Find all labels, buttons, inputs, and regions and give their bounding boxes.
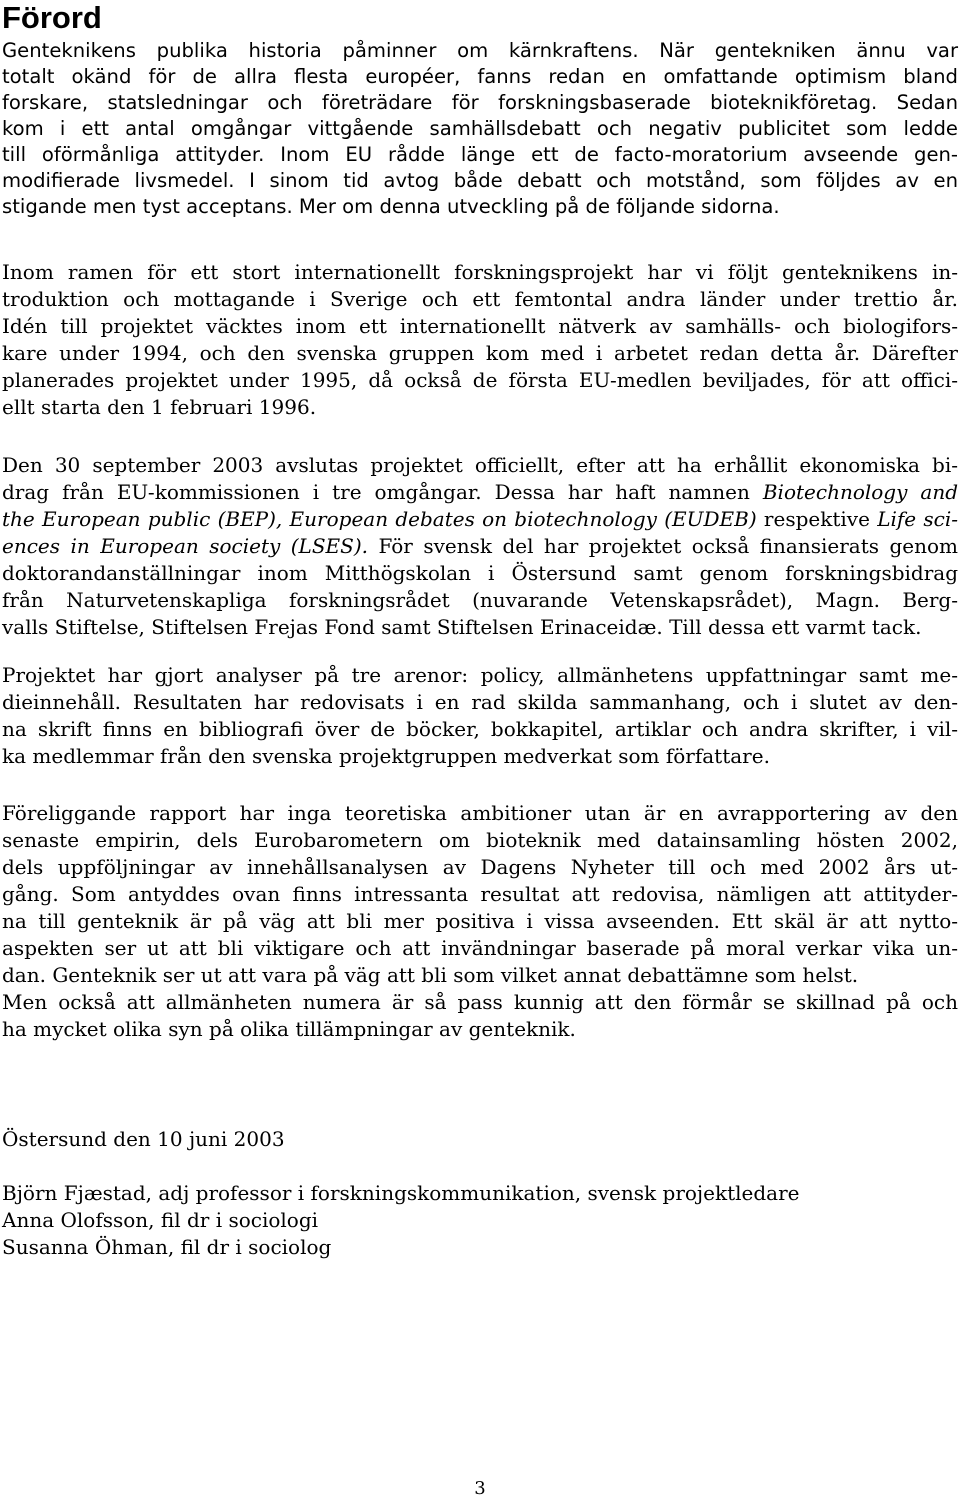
paragraph-line: Den 30 september 2003 avslutas projektet officiellt, efter att ha erhållit ekonomiska bi- [2, 453, 958, 477]
paragraph-4 [2, 662, 958, 770]
paragraph-line: stigande men tyst acceptans. Mer om denna utveckling på de följande sidorna. [2, 195, 780, 218]
signatory: Susanna Öhman, fil dr i sociolog [2, 1235, 332, 1259]
paragraph-line: troduktion och mottagande i Sverige och ett femtontal andra länder under trettio år. [2, 287, 958, 311]
paragraph-line: valls Stiftelse, Stiftelsen Frejas Fond samt Stiftelsen Erinaceidæ. Till dessa ett varmt tack. [2, 615, 922, 639]
paragraph-line: gång. Som antyddes ovan finns intressanta resultat att redovisa, nämligen att attityder- [2, 882, 958, 906]
page-title: Förord [2, 0, 102, 35]
paragraph-line: totalt okänd för de allra flesta européer, fanns redan en omfattande optimism bland [2, 65, 958, 88]
paragraph-line: kom i ett antal omgångar vittgående samhällsdebatt och negativ publicitet som ledde [2, 117, 958, 140]
paragraph-line: na till genteknik är på väg att bli mer positiva i vissa avseenden. Ett skäl är att nytto- [2, 909, 958, 933]
paragraph-line: na skrift finns en bibliografi över de böcker, bokkapitel, artiklar och andra skrifter, i vil- [2, 717, 958, 741]
paragraph-line: modifierade livsmedel. I sinom tid avtog både debatt och motstånd, som följdes av en [2, 169, 958, 192]
paragraph-line [2, 506, 958, 533]
page-number: 3 [474, 1478, 486, 1499]
place-date: Östersund den 10 juni 2003 [2, 1127, 285, 1151]
paragraph-line: ha mycket olika syn på olika tillämpningar av genteknik. [2, 1017, 576, 1041]
paragraph-text: respektive [763, 507, 870, 531]
paragraph-line: forskare, statsledningar och företrädare för forskningsbaserade bioteknikföretag. Sedan [2, 91, 958, 114]
project-name-eudeb: the European public (BEP), European debates on biotechnology (EUDEB) [2, 507, 757, 531]
signatory: Anna Olofsson, fil dr i sociologi [2, 1208, 319, 1232]
paragraph-line: dels uppföljningar av innehållsanalysen av Dagens Nyheter till och med 2002 års ut- [2, 855, 958, 879]
paragraph-line: aspekten ser ut att bli viktigare och att invändningar baserade på moral verkar vika un- [2, 936, 958, 960]
paragraph-line [2, 533, 958, 560]
paragraph-line: Genteknikens publika historia påminner om kärnkraftens. När gentekniken ännu var [2, 39, 958, 62]
paragraph-line: kare under 1994, och den svenska gruppen kom med i arbetet redan detta år. Därefter [2, 341, 958, 365]
project-name-lses: Life sci- [877, 507, 959, 531]
paragraph-line: Idén till projektet väcktes inom ett internationellt nätverk av samhälls- och biologifors- [2, 314, 958, 338]
paragraph-2 [2, 259, 958, 421]
paragraph-line: ka medlemmar från den svenska projektgruppen medverkat som författare. [2, 744, 770, 768]
paragraph-5 [2, 800, 958, 1043]
project-name-lses-cont: ences in European society (LSES). [2, 534, 368, 558]
paragraph-line: Projektet har gjort analyser på tre arenor: policy, allmänhetens uppfattningar samt me- [2, 663, 958, 687]
signatory: Björn Fjæstad, adj professor i forskningskommunikation, svensk projektledare [2, 1181, 800, 1205]
paragraph-line: planerades projektet under 1995, då också de första EU-medlen beviljades, för att offici- [2, 368, 958, 392]
paragraph-line [2, 479, 958, 506]
project-name-bep: Biotechnology and [762, 480, 959, 504]
paragraph-line: till oförmånliga attityder. Inom EU rådde länge ett de facto-moratorium avseende gen- [2, 143, 958, 166]
paragraph-3 [2, 452, 958, 641]
paragraph-line: dan. Genteknik ser ut att vara på väg att bli som vilket annat debattämne som helst. [2, 963, 859, 987]
paragraph-line: från Naturvetenskapliga forskningsrådet (nuvarande Vetenskapsrådet), Magn. Berg- [2, 588, 958, 612]
paragraph-line: Inom ramen för ett stort internationellt forskningsprojekt har vi följt genteknikens in- [2, 260, 958, 284]
paragraph-text: För svensk del har projektet också finansierats genom [378, 534, 958, 558]
paragraph-line: ellt starta den 1 februari 1996. [2, 395, 317, 419]
signatory-list [2, 1180, 799, 1261]
paragraph-line: Föreliggande rapport har inga teoretiska ambitioner utan är en avrapportering av den [2, 801, 958, 825]
paragraph-line: Men också att allmänheten numera är så pass kunnig att den förmår se skillnad på och [2, 990, 958, 1014]
paragraph-line: dieinnehåll. Resultaten har redovisats i en rad skilda sammanhang, och i slutet av den- [2, 690, 958, 714]
paragraph-1 [2, 38, 958, 220]
paragraph-line: doktorandanställningar inom Mitthögskolan i Östersund samt genom forskningsbidrag [2, 561, 958, 585]
paragraph-line: senaste empirin, dels Eurobarometern om bioteknik med datainsamling hösten 2002, [2, 828, 958, 852]
paragraph-text: drag från EU-kommissionen i tre omgångar. Dessa har haft namnen [2, 480, 750, 504]
